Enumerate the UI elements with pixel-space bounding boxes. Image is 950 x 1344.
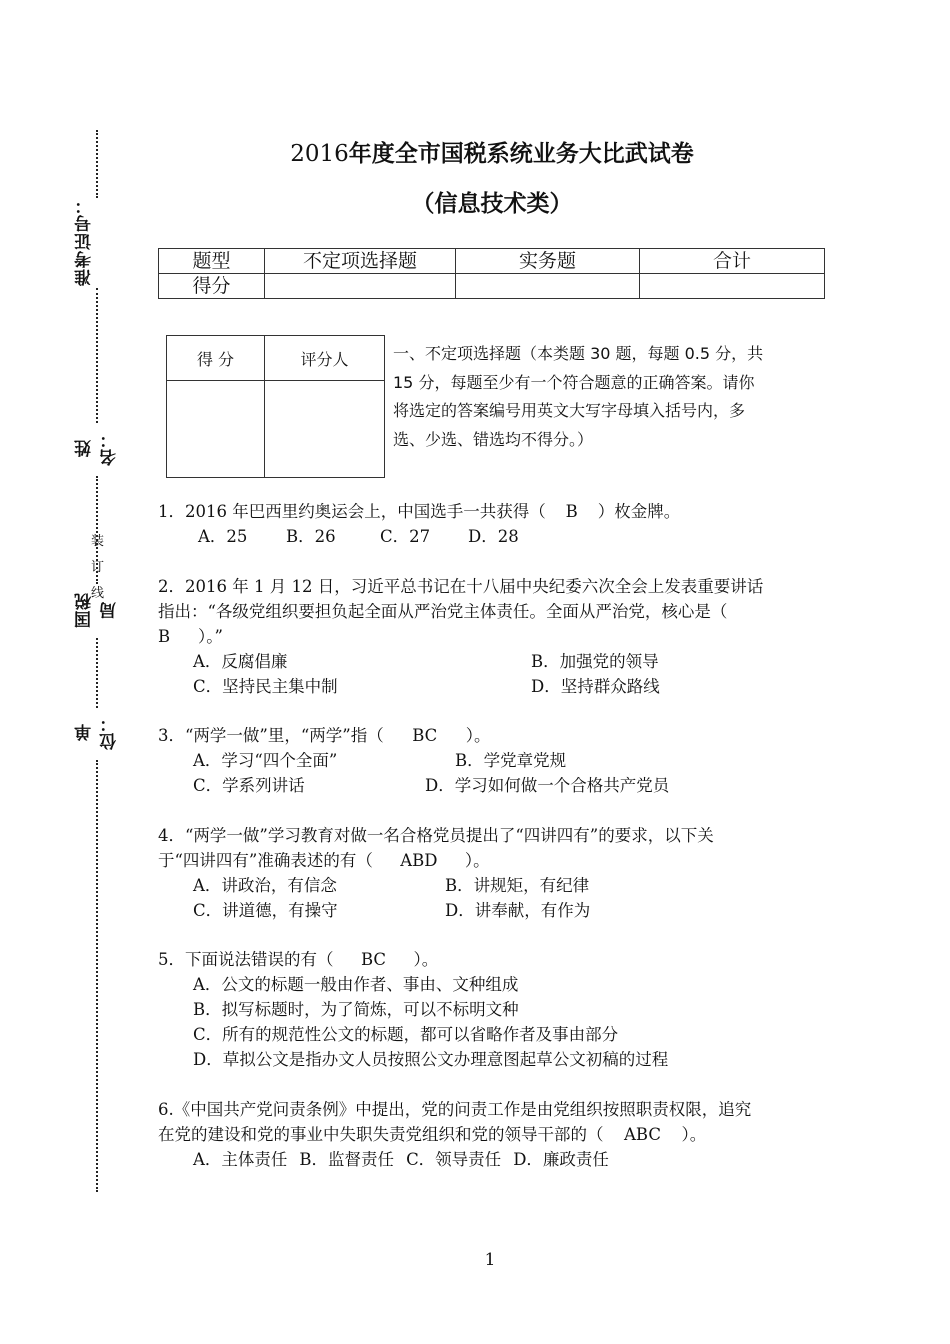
option-d[interactable]: D．草拟公文是指办文人员按照公文办理意图起草公文初稿的过程 [193, 1050, 669, 1069]
option-b[interactable]: B．拟写标题时，为了简炼，可以不标明文种 [193, 1000, 519, 1019]
grade-box-entry-row [167, 381, 385, 478]
option-a[interactable]: A．公文的标题一般由作者、事由、文种组成 [193, 975, 519, 994]
option-c[interactable]: C．讲道德，有操守 [193, 901, 338, 920]
score-cell-practice[interactable] [456, 274, 640, 299]
question-stem: 5．下面说法错误的有（ BC ）。 [158, 947, 828, 972]
answer-box[interactable]: BC [412, 726, 438, 745]
option-b[interactable]: B．26 [286, 527, 336, 546]
option-a[interactable]: A．25 [198, 527, 248, 546]
option-d[interactable]: D．廉政责任 [513, 1150, 609, 1169]
option-a[interactable]: A．学习“四个全面” [193, 751, 338, 770]
question-stem: 4．“两学一做”学习教育对做一名合格党员提出了“四讲四有”的要求，以下关 [158, 826, 714, 845]
option-c[interactable]: C．27 [380, 527, 431, 546]
option-c[interactable]: C．所有的规范性公文的标题，都可以省略作者及事由部分 [193, 1025, 619, 1044]
answer-box[interactable]: ABC [624, 1125, 661, 1144]
question-options [158, 1147, 828, 1172]
option-b[interactable]: B．讲规矩，有纪律 [445, 876, 590, 895]
question-stem: 1．2016 年巴西里约奥运会上，中国选手一共获得（ B ）枚金牌。 [158, 499, 828, 524]
section-intro [393, 340, 825, 454]
option-c[interactable]: C．领导责任 [406, 1150, 502, 1169]
question-options [158, 524, 828, 549]
binding-line-bottom [96, 760, 98, 1192]
question-1 [158, 499, 828, 549]
question-4 [158, 823, 828, 923]
binding-line-2 [96, 288, 98, 423]
option-c[interactable]: C．学系列讲话 [193, 776, 305, 795]
grade-box [166, 335, 385, 478]
score-header-practice: 实务题 [456, 249, 640, 274]
page-title [160, 135, 824, 168]
option-d[interactable]: D．28 [468, 527, 519, 546]
grade-grader-cell[interactable] [265, 381, 385, 478]
question-options [158, 873, 828, 898]
score-header-type: 题型 [159, 249, 265, 274]
intro-line: 一、不定项选择题（本类题 30 题，每题 0.5 分，共 [393, 344, 764, 363]
page-number: 1 [484, 1250, 496, 1270]
name-label: 姓名： [75, 430, 120, 466]
binding-line-4 [96, 638, 98, 708]
question-stem: B ）。” [158, 624, 828, 649]
option-a[interactable]: A．反腐倡廉 [193, 652, 288, 671]
option-b[interactable]: B．学党章党规 [455, 751, 567, 770]
grade-score-cell[interactable] [167, 381, 265, 478]
score-cell-choice[interactable] [265, 274, 456, 299]
score-table [158, 248, 825, 299]
question-options [158, 773, 828, 798]
grade-grader-label: 评分人 [265, 336, 385, 381]
score-cell-total[interactable] [640, 274, 825, 299]
option-d[interactable]: D．学习如何做一个合格共产党员 [425, 776, 670, 795]
score-table-header-row [159, 249, 825, 274]
option-b[interactable]: B．监督责任 [299, 1150, 395, 1169]
question-options [158, 748, 828, 773]
option-a[interactable]: A．讲政治，有信念 [193, 876, 337, 895]
score-table-score-row [159, 274, 825, 299]
option-a[interactable]: A．主体责任 [193, 1150, 288, 1169]
bureau-label: 国税局 [75, 592, 120, 628]
answer-box[interactable]: B [158, 627, 171, 646]
question-stem: 在党的建设和党的事业中失职失责党组织和党的领导干部的（ ABC ）。 [158, 1122, 828, 1147]
intro-line: 将选定的答案编号用英文大写字母填入括号内，多 [393, 401, 746, 420]
title-year: 2016 [290, 141, 349, 167]
binding-char-3: 线 [91, 586, 105, 601]
question-stem: 于“四讲四有”准确表述的有（ ABD ）。 [158, 848, 828, 873]
score-header-total: 合计 [640, 249, 825, 274]
exam-number-label: 准考证号： [75, 196, 95, 286]
question-5 [158, 947, 828, 1072]
question-stem: 指出：“各级党组织要担负起全面从严治党主体责任。全面从严治党，核心是（ [158, 602, 728, 621]
question-options [158, 674, 828, 699]
page-subtitle: （信息技术类） [411, 191, 573, 217]
question-options [158, 898, 828, 923]
binding-char-1: 装 [91, 534, 105, 549]
answer-box[interactable]: ABD [400, 851, 438, 870]
binding-char-2: 订 [91, 560, 105, 575]
question-3 [158, 723, 828, 798]
answer-box[interactable]: B [565, 502, 578, 521]
question-options [158, 649, 828, 674]
question-stem: 6.《中国共产党问责条例》中提出，党的问责工作是由党组织按照职责权限，追究 [158, 1100, 752, 1119]
option-d[interactable]: D．讲奉献，有作为 [445, 901, 591, 920]
question-6 [158, 1097, 828, 1172]
option-b[interactable]: B．加强党的领导 [531, 652, 659, 671]
title-text: 年度全市国税系统业务大比武试卷 [348, 141, 694, 167]
intro-line: 15 分，每题至少有一个符合题意的正确答案。请你 [393, 372, 755, 392]
unit-label: 单位： [75, 714, 120, 750]
question-stem: 2．2016 年 1 月 12 日，习近平总书记在十八届中央纪委六次全会上发表重要讲话 [158, 577, 764, 596]
intro-line: 选、少选、错选均不得分。） [393, 429, 594, 449]
grade-score-label: 得 分 [167, 336, 265, 381]
question-2 [158, 574, 828, 699]
option-d[interactable]: D．坚持群众路线 [531, 677, 660, 696]
score-row-label: 得分 [159, 274, 265, 299]
answer-box[interactable]: BC [360, 950, 387, 969]
binding-line-top [96, 130, 98, 198]
score-header-choice: 不定项选择题 [265, 249, 456, 274]
option-c[interactable]: C．坚持民主集中制 [193, 677, 338, 696]
grade-box-header-row [167, 336, 385, 381]
question-stem: 3．“两学一做”里，“两学”指（ BC ）。 [158, 723, 828, 748]
